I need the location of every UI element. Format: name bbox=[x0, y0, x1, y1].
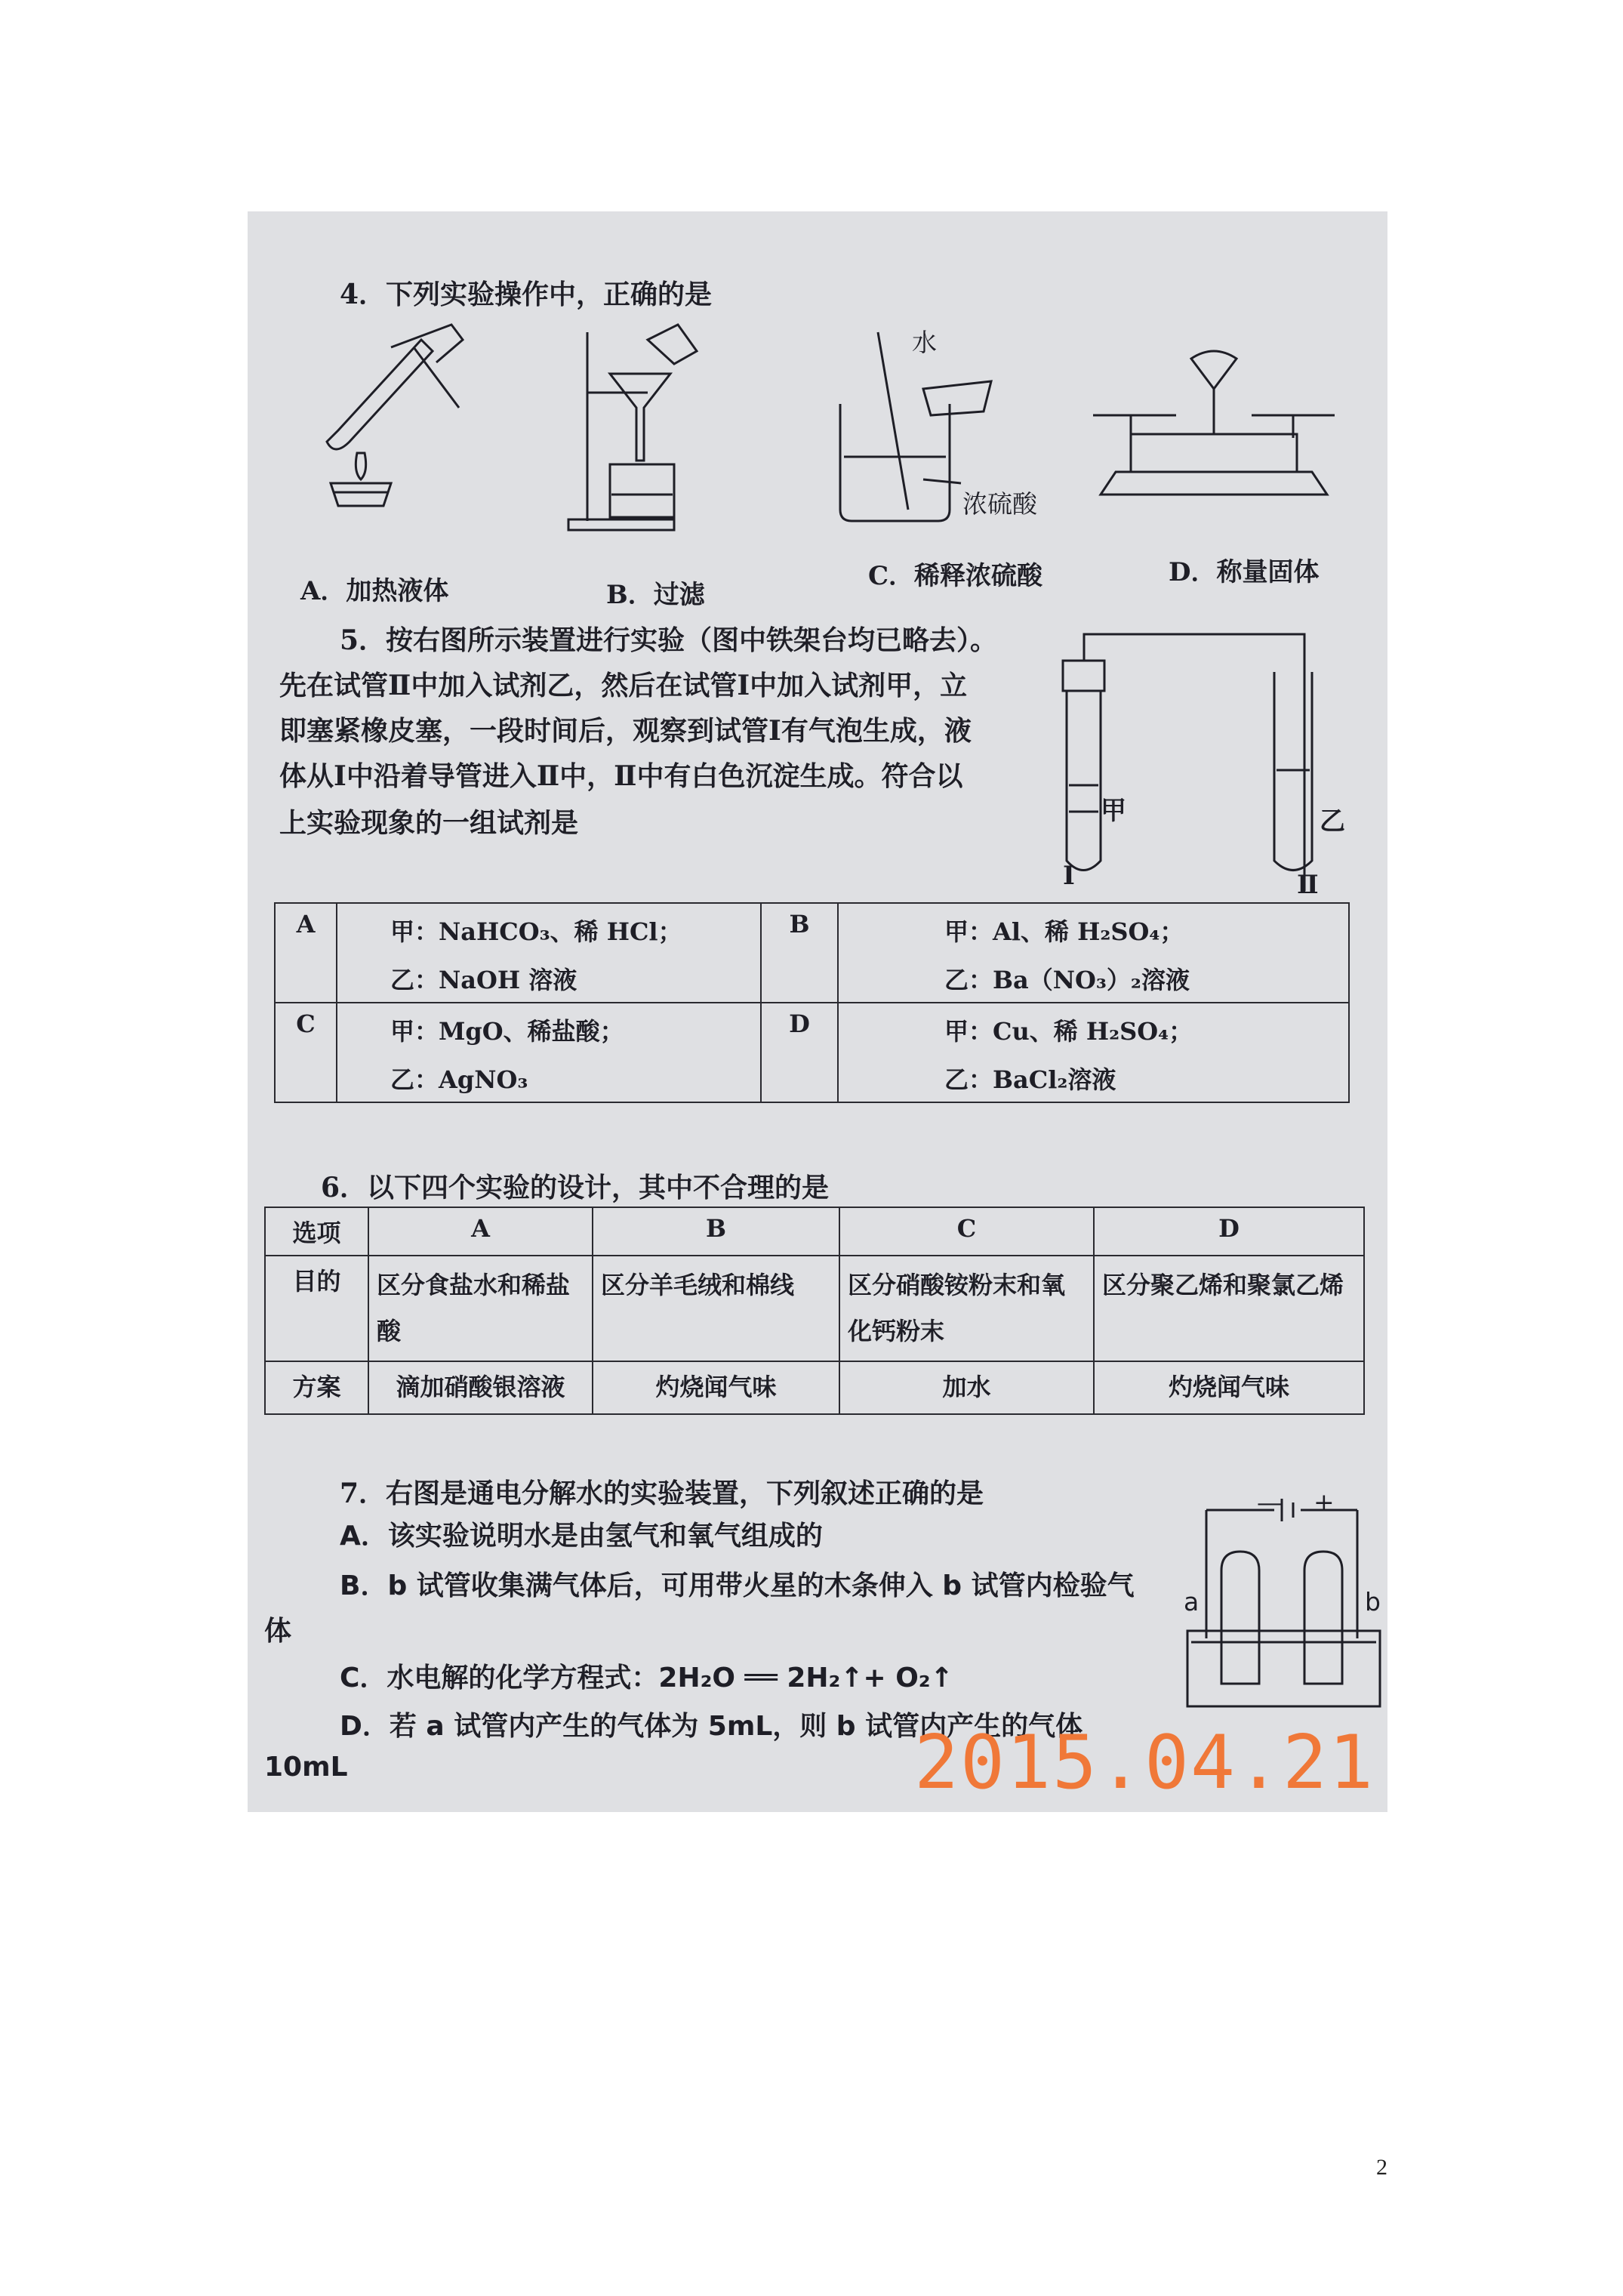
q7-label-plus: + bbox=[1313, 1487, 1335, 1517]
q5-line-2: 先在试管Ⅱ中加入试剂乙，然后在试管Ⅰ中加入试剂甲，立 bbox=[279, 670, 968, 701]
q4-option-a: A．加热液体 bbox=[300, 576, 449, 606]
q6-purpose-b: 区分羊毛绒和棉线 bbox=[593, 1256, 839, 1361]
q6-header-c: C bbox=[839, 1207, 1094, 1256]
q6-plan-a: 滴加硝酸银溶液 bbox=[368, 1361, 593, 1414]
q5-cell-a bbox=[337, 903, 761, 1003]
q7-option-d-line1: D．若 a 试管内产生的气体为 5mL，则 b 试管内产生的气体 bbox=[340, 1711, 1083, 1742]
q4-option-b: B．过滤 bbox=[606, 580, 705, 610]
q4-option-c: C．稀释浓硫酸 bbox=[868, 561, 1043, 591]
label-conc-acid: 浓硫酸 bbox=[962, 489, 1037, 519]
q5-d-yi: 乙：BaCl₂溶液 bbox=[944, 1065, 1116, 1094]
q6-plan-b: 灼烧闻气味 bbox=[593, 1361, 839, 1414]
q5-d-jia: 甲：Cu、稀 H₂SO₄； bbox=[944, 1017, 1193, 1046]
q5-label-tube-2: Ⅱ bbox=[1297, 870, 1319, 900]
q6-header-option: 选项 bbox=[265, 1207, 368, 1256]
q5-b-jia: 甲：Al、稀 H₂SO₄； bbox=[944, 917, 1184, 946]
q7-stem: 7．右图是通电分解水的实验装置，下列叙述正确的是 bbox=[340, 1478, 984, 1509]
q6-header-b: B bbox=[593, 1207, 839, 1256]
q5-cell-d-letter: D bbox=[761, 1003, 838, 1102]
q6-purpose-c: 区分硝酸铵粉末和氧化钙粉末 bbox=[839, 1256, 1094, 1361]
q6-plan-c: 加水 bbox=[839, 1361, 1094, 1414]
page-number: 2 bbox=[1376, 2155, 1387, 2180]
q5-apparatus bbox=[1048, 619, 1380, 921]
q5-cell-c-letter: C bbox=[275, 1003, 337, 1102]
q5-line-3: 即塞紧橡皮塞，一段时间后，观察到试管Ⅰ有气泡生成，液 bbox=[279, 715, 972, 747]
q6-plan-d: 灼烧闻气味 bbox=[1094, 1361, 1364, 1414]
q5-cell-c bbox=[337, 1003, 761, 1102]
q5-a-yi: 乙：NaOH 溶液 bbox=[390, 966, 577, 994]
q6-purpose-d: 区分聚乙烯和聚氯乙烯 bbox=[1094, 1256, 1364, 1361]
q5-cell-b-letter: B bbox=[761, 903, 838, 1003]
q5-cell-b bbox=[838, 903, 1349, 1003]
q7-option-a: A．该实验说明水是由氢气和氧气组成的 bbox=[340, 1521, 823, 1552]
q5-label-yi: 乙 bbox=[1320, 806, 1345, 837]
q5-cell-a-letter: A bbox=[275, 903, 337, 1003]
q5-cell-d bbox=[838, 1003, 1349, 1102]
q6-header-a: A bbox=[368, 1207, 593, 1256]
q6-stem: 6．以下四个实验的设计，其中不合理的是 bbox=[321, 1172, 830, 1203]
q7-option-c: C．水电解的化学方程式：2H₂O ══ 2H₂↑+ O₂↑ bbox=[340, 1663, 953, 1693]
q5-c-yi: 乙：AgNO₃ bbox=[390, 1065, 528, 1094]
q4-stem: 4．下列实验操作中，正确的是 bbox=[340, 279, 713, 310]
q7-option-b-line2: 体 bbox=[264, 1616, 292, 1647]
q4-fig-filtering bbox=[565, 317, 716, 536]
q4-option-d: D．称量固体 bbox=[1169, 557, 1320, 587]
q5-label-jia: 甲 bbox=[1101, 796, 1126, 826]
q5-b-yi: 乙：Ba（NO₃）₂溶液 bbox=[944, 966, 1190, 994]
q5-line-5: 上实验现象的一组试剂是 bbox=[279, 807, 579, 839]
q5-line-1: 5．按右图所示装置进行实验（图中铁架台均已略去）。 bbox=[340, 624, 998, 656]
q7-label-b: b bbox=[1365, 1587, 1381, 1616]
q7-label-minus: — bbox=[1257, 1487, 1282, 1517]
date-stamp: 2015.04.21 bbox=[914, 1720, 1375, 1806]
q7-option-b-line1: B．b 试管收集满气体后，可用带火星的木条伸入 b 试管内检验气 bbox=[340, 1570, 1135, 1601]
q4-fig-heating-liquid bbox=[300, 317, 482, 513]
q5-c-jia: 甲：MgO、稀盐酸； bbox=[390, 1017, 624, 1046]
q4-fig-balance bbox=[1086, 344, 1342, 510]
q6-header-d: D bbox=[1094, 1207, 1364, 1256]
q5-label-tube-1: Ⅰ bbox=[1063, 861, 1075, 891]
q6-purpose-label: 目的 bbox=[265, 1256, 368, 1361]
q7-option-d-line2: 10mL bbox=[264, 1752, 348, 1783]
q7-label-a: a bbox=[1184, 1587, 1200, 1616]
q5-line-4: 体从Ⅰ中沿着导管进入Ⅱ中，Ⅱ中有白色沉淀生成。符合以 bbox=[279, 760, 963, 792]
scanned-photo bbox=[248, 211, 1387, 1812]
q5-options-table bbox=[274, 902, 1350, 1103]
q6-table bbox=[264, 1207, 1365, 1415]
q6-purpose-a: 区分食盐水和稀盐酸 bbox=[368, 1256, 593, 1361]
label-water: 水 bbox=[912, 328, 937, 357]
q6-plan-label: 方案 bbox=[265, 1361, 368, 1414]
q5-a-jia: 甲：NaHCO₃、稀 HCl； bbox=[390, 917, 682, 946]
